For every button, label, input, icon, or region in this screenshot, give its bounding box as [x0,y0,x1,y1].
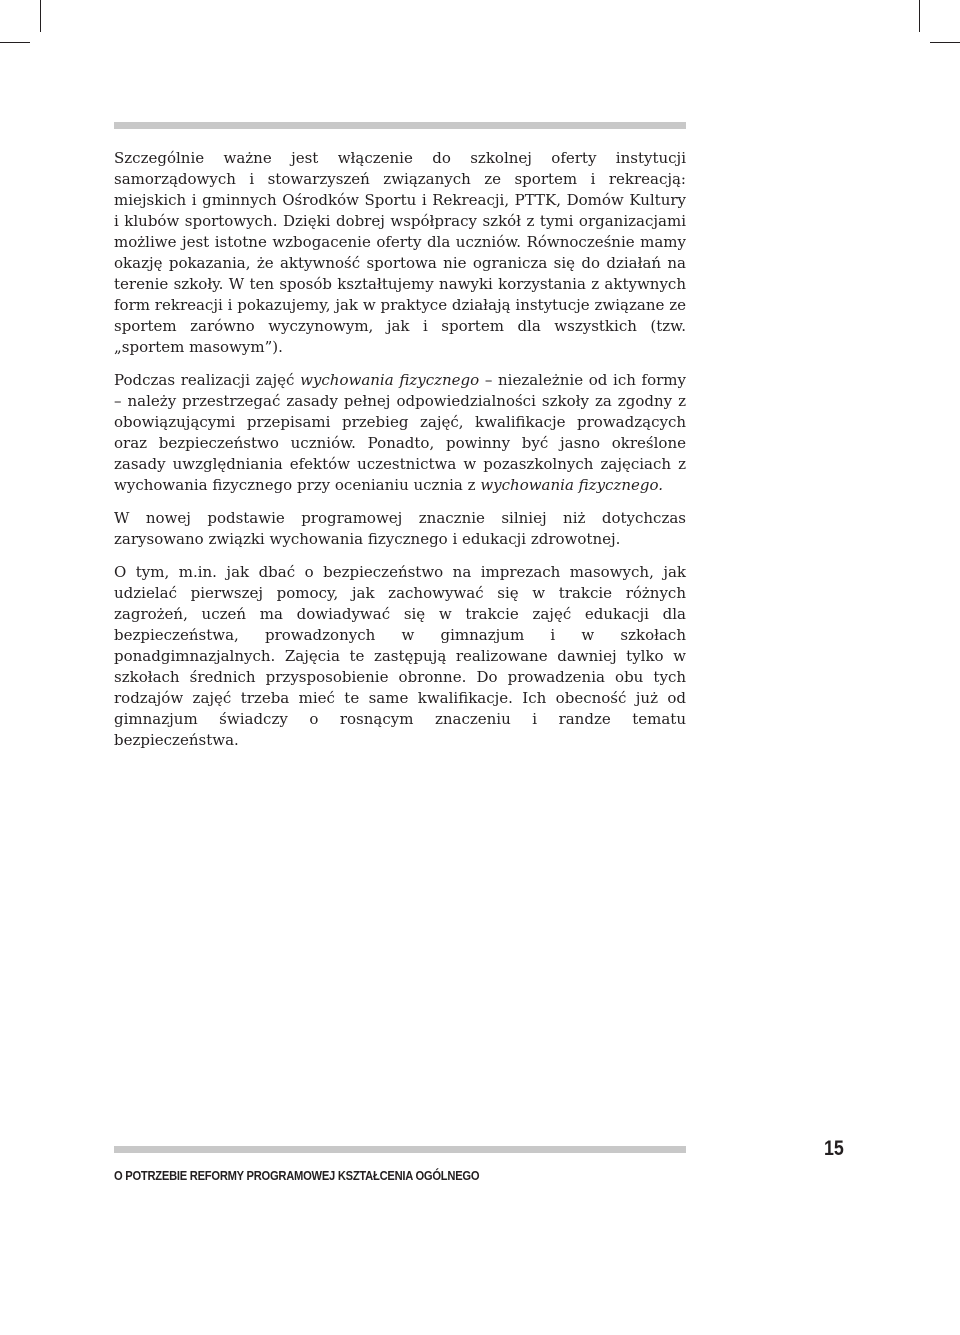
paragraph-3 [114,508,686,550]
text-run: – niezależnie od ich formy – należy przestrzegać zasady pełnej odpowiedzialności szkoły za zgodny z obowiązującymi przepisami przebieg zajęć, kwalifikacje prowadzących oraz bezpieczeństwo uczniów. Ponadto, powinny być jasno określone zasady uwzględniania efektów uczestnictwa w pozaszkolnych zajęciach z wychowania fizycznego przy ocenianiu ucznia z [114,371,686,494]
paragraph-4 [114,562,686,751]
footer-rule [114,1146,686,1153]
body-text [114,148,686,763]
page-number: 15 [824,1137,844,1160]
text-run: O tym, m.in. jak dbać o bezpieczeństwo na imprezach masowych, jak udzielać pierwszej pomocy, jak zachowywać się w trakcie różnych zagrożeń, uczeń ma dowiadywać się w trakcie zajęć edukacji dla bezpieczeństwa, prowadzonych w gimnazjum i w szkołach ponadgimnazjalnych. Zajęcia te zastępują realizowane dawniej tylko w szkołach średnich przysposobienie obronne. Do prowadzenia obu tych rodzajów zajęć trzeba mieć te same kwalifikacje. Ich obecność już od gimnazjum świadczy o rosnącym znaczeniu i randze tematu bezpieczeństwa. [114,563,686,749]
crop-mark-top-right-horizontal [930,42,960,43]
crop-mark-top-right-vertical [919,0,920,32]
italic-term: wychowania fizycznego [300,371,480,389]
paragraph-1 [114,148,686,358]
running-footer-title: O POTRZEBIE REFORMY PROGRAMOWEJ KSZTAŁCENIA OGÓLNEGO [114,1168,480,1183]
text-run: Szczególnie ważne jest włączenie do szkolnej oferty instytucji samorządowych i stowarzyszeń związanych ze sportem i rekreacją: miejskich i gminnych Ośrodków Sportu i Rekreacji, PTTK, Domów Kultury i klubów sportowych. Dzięki dobrej współpracy szkół z tymi organizacjami możliwe jest istotne wzbogacenie oferty dla uczniów. Równocześnie mamy okazję pokazania, że aktywność sportowa nie ogranicza się do działań na terenie szkoły. W ten sposób kształtujemy nawyki korzystania z aktywnych form rekreacji i pokazujemy, jak w praktyce działają instytucje związane ze sportem zarówno wyczynowym, jak i sportem dla wszystkich (tzw. „sportem masowym”). [114,149,686,356]
text-run: Podczas realizacji zajęć [114,371,301,389]
header-rule [114,122,686,129]
crop-mark-top-left-vertical [40,0,41,32]
italic-term: wychowania fizycznego. [480,476,664,494]
text-run: W nowej podstawie programowej znacznie silniej niż dotychczas zarysowano związki wychowania fizycznego i edukacji zdrowotnej. [114,509,686,548]
paragraph-2 [114,370,686,496]
crop-mark-top-left-horizontal [0,42,30,43]
